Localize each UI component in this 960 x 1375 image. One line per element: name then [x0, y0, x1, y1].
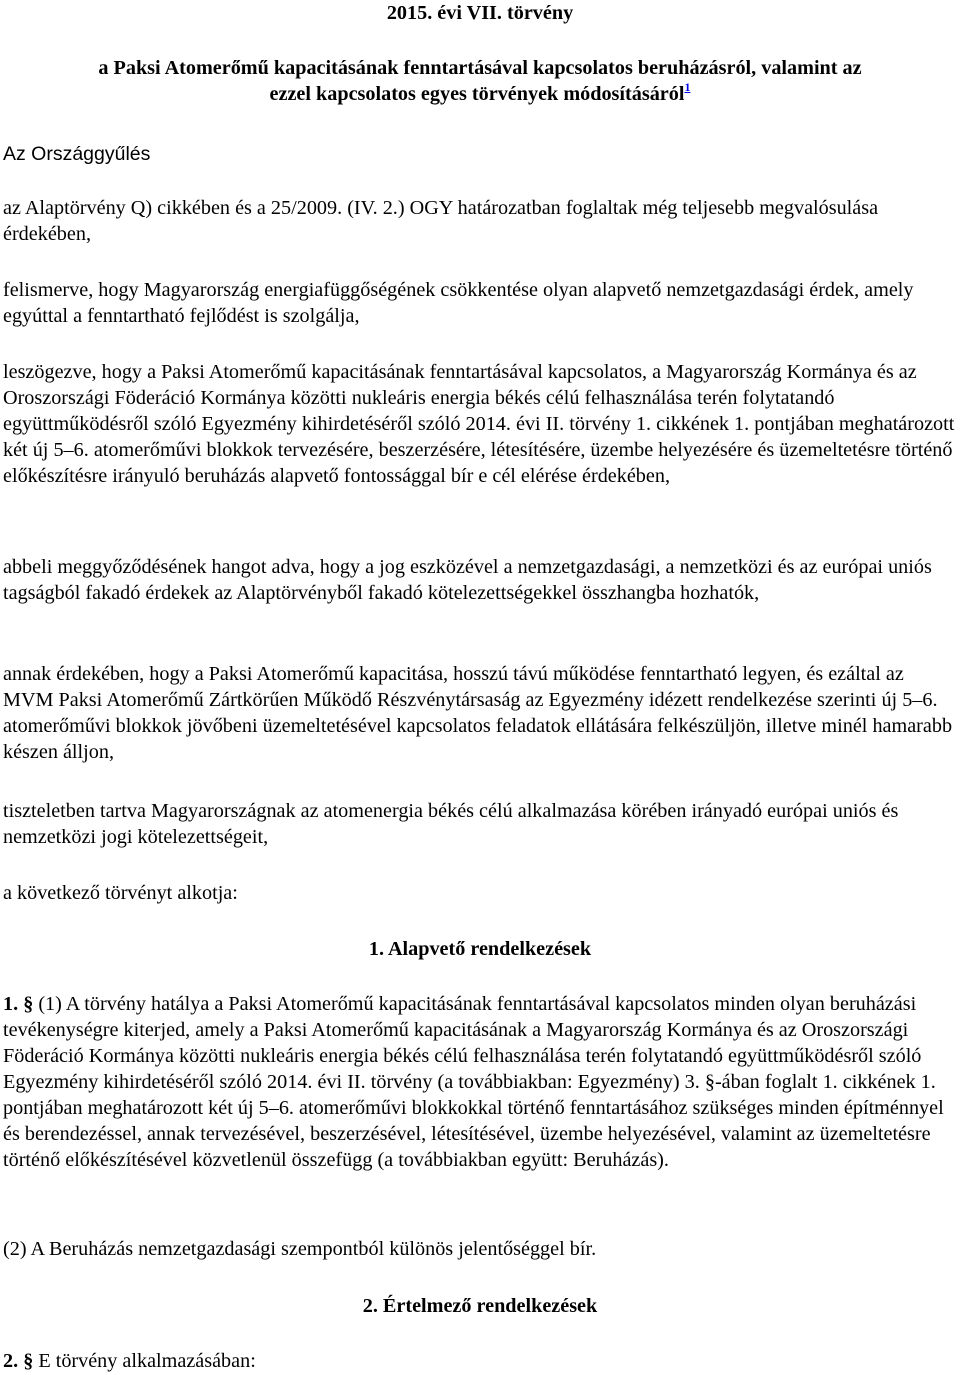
footnote-link[interactable]: 1 [684, 80, 691, 94]
preamble-paragraph-2: felismerve, hogy Magyarország energiafüggőségének csökkentése olyan alapvető nemzetgazdasági érdek, amely egyúttal a fenntartható fejlődést is szolgálja, [3, 279, 914, 327]
law-title: 2015. évi VII. törvény [386, 2, 574, 24]
section-1-paragraph-1-number: 1. § [3, 993, 34, 1015]
section-1-paragraph-1-text: (1) A törvény hatálya a Paksi Atomerőmű kapacitásának fenntartásával kapcsolatos minden olyan beruházási tevékenységre kiterjed, amely a Paksi Atomerőmű kapacitásának a Magyarország Kormánya és az Oroszországi Föderáció Kormánya közötti nukleáris energia békés célú felhasználása terén folytatandó együttműködésről szóló Egyezmény kihirdetéséről szóló 2014. évi II. törvény (a továbbiakban: Egyezmény) 3. §-ában foglalt 1. cikkének 1. pontjában meghatározott két új 5–6. atomerőművi blokkokkal történő fenntartásához szükséges minden építménnyel és berendezéssel, annak tervezésével, beszerzésével, létesítésével, üzembe helyezésével, valamint az üzemeltetésre történő előkészítésével közvetlenül összefügg (a továbbiakban együtt: Beruházás). [3, 993, 944, 1171]
law-subtitle-line2-text: ezzel kapcsolatos egyes törvények módosításáról [269, 83, 685, 105]
section-2-paragraph-1-text: E törvény alkalmazásában: [33, 1350, 256, 1372]
parliament-label: Az Országgyűlés [3, 143, 151, 165]
preamble-paragraph-4: abbeli meggyőződésének hangot adva, hogy a jog eszközével a nemzetgazdasági, a nemzetközi és az európai uniós tagságból fakadó érdekek az Alaptörvényből fakadó kötelezettségekkel összhangba hozhatók, [3, 556, 932, 604]
preamble-paragraph-5: annak érdekében, hogy a Paksi Atomerőmű kapacitása, hosszú távú működése fenntartható legyen, és ezáltal az MVM Paksi Atomerőmű Zártkörűen Működő Részvénytársaság az Egyezmény idézett rendelkezése szerinti új 5–6. atomerőművi blokkok jövőbeni üzemeltetésével kapcsolatos feladatok ellátására felkészüljön, illetve minél hamarabb készen álljon, [3, 663, 953, 763]
preamble-paragraph-3: leszögezve, hogy a Paksi Atomerőmű kapacitásának fenntartásával kapcsolatos, a Magyarország Kormánya és az Oroszországi Föderáció Kormánya közötti nukleáris energia békés célú felhasználása terén folytatandó együttműködésről szóló Egyezmény kihirdetéséről szóló 2014. évi II. törvény 1. cikkének 1. pontjában meghatározott két új 5–6. atomerőművi blokkok tervezésére, beszerzésére, létesítésére, üzembe helyezésére és üzemeltetésre történő előkészítésre irányuló beruházás alapvető fontossággal bír e cél elérése érdekében, [3, 361, 955, 487]
section-1-heading: 1. Alapvető rendelkezések [368, 938, 592, 960]
section-2-paragraph-1-number: 2. § [3, 1350, 34, 1372]
section-2-paragraph-1 [3, 1348, 957, 1374]
law-subtitle [3, 55, 957, 107]
preamble-paragraph-7: a következő törvényt alkotja: [3, 882, 238, 904]
section-1-paragraph-1 [3, 991, 957, 1173]
law-subtitle-line1: a Paksi Atomerőmű kapacitásának fenntartásával kapcsolatos beruházásról, valamint az [98, 57, 862, 79]
law-subtitle-line2 [3, 81, 957, 107]
preamble-paragraph-6: tiszteletben tartva Magyarországnak az atomenergia békés célú alkalmazása körében irányadó európai uniós és nemzetközi jogi kötelezettségeit, [3, 800, 899, 848]
section-1-paragraph-2: (2) A Beruházás nemzetgazdasági szempontból különös jelentőséggel bír. [3, 1238, 597, 1260]
section-2-heading: 2. Értelmező rendelkezések [362, 1295, 598, 1317]
preamble-paragraph-1: az Alaptörvény Q) cikkében és a 25/2009. (IV. 2.) OGY határozatban foglaltak még teljesebb megvalósulása érdekében, [3, 197, 879, 245]
